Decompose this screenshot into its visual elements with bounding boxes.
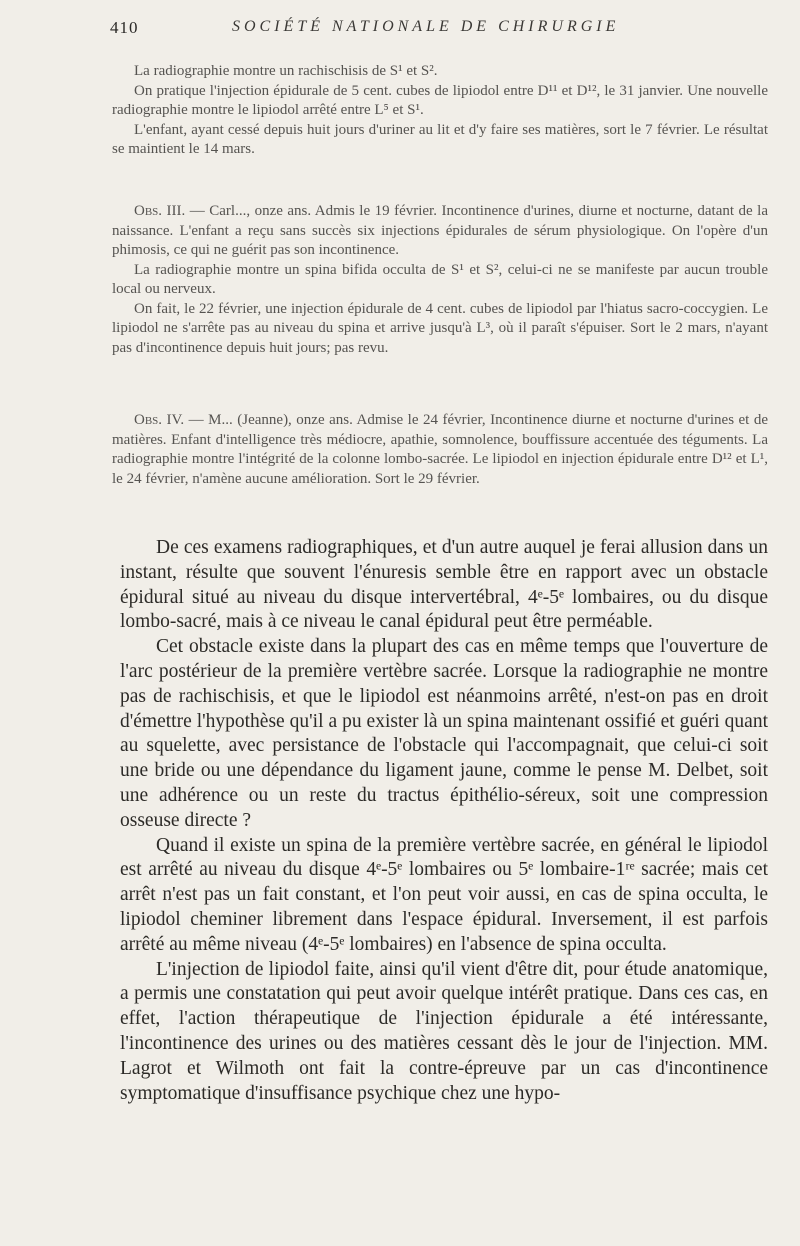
observation-paragraph xyxy=(112,202,768,261)
observation-text: — M... (Jeanne), onze ans. Admise le 24 février, Incontinence diurne et nocturne d'urines et de matières. Enfant d'intelligence très médiocre, apathie, somnolence, bouffissure accentuée des téguments. La radiographie montre l'intégrité de la colonne lombo-sacrée. Le lipiodol en injection épidurale entre D¹² et L¹, le 24 février, n'amène aucune amélioration. Sort le 29 février. xyxy=(112,412,769,487)
observation-label: Obs. III. xyxy=(134,203,186,219)
paragraph: De ces examens radiographiques, et d'un autre auquel je ferai allusion dans un instant, résulte que souvent l'énuresis semble être en rapport avec un obstacle épidural situé au niveau du disque intervertébral, 4ᵉ-5ᵉ lombaires, ou du disque lombo-sacré, mais à ce niveau le canal épidural peut être perméable. xyxy=(120,537,768,633)
observation-3 xyxy=(112,202,768,358)
main-text xyxy=(120,536,768,1106)
paragraph: On fait, le 22 février, une injection épidurale de 4 cent. cubes de lipiodol par l'hiatus sacro-coccygien. Le lipiodol ne s'arrête pas au niveau du spina et arrive jusqu'à L³, où il paraît s'épuiser. Sort le 2 mars, n'ayant pas d'incontinence depuis huit jours; pas revu. xyxy=(112,300,768,356)
page-number: 410 xyxy=(110,18,139,37)
paragraph: On pratique l'injection épidurale de 5 cent. cubes de lipiodol entre D¹¹ et D¹², le 31 janvier. Une nouvelle radiographie montre le lipiodol arrêté entre L⁵ et S¹. xyxy=(112,82,768,118)
paragraph: Quand il existe un spina de la première vertèbre sacrée, en général le lipiodol est arrêté au niveau du disque 4ᵉ-5ᵉ lombaires ou 5ᵉ lombaire-1ʳᵉ sacrée; mais cet arrêt n'est pas un fait constant, et l'on peut voir aussi, en cas de spina occulta, le lipiodol cheminer librement dans l'espace épidural. Inversement, il est parfois arrêté au même niveau (4ᵉ-5ᵉ lombaires) en l'absence de spina occulta. xyxy=(120,834,768,955)
observation-label: Obs. IV. xyxy=(134,412,185,428)
observation-paragraph xyxy=(112,411,768,489)
paragraph: Cet obstacle existe dans la plupart des cas en même temps que l'ouverture de l'arc postérieur de la première vertèbre sacrée. Lorsque la radiographie ne montre pas de rachischisis, et que le lipiodol est néanmoins arrêté, n'est-on pas en droit d'émettre l'hypothèse qu'il a pu exister là un spina maintenant ossifié et guéri quant au squelette, avec persistance de l'obstacle qui l'accompagnait, que celui-ci soit une bride ou une dépendance du ligament jaune, comme le pense M. Delbet, soit une adhérence ou un reste du tractus épithélio-séreux, soit une compression osseuse directe ? xyxy=(120,636,768,831)
case-block-continued xyxy=(112,62,768,160)
observation-4 xyxy=(112,411,768,489)
paragraph: L'enfant, ayant cessé depuis huit jours d'uriner au lit et d'y faire ses matières, sort le 7 février. Le résultat se maintient le 14 mars. xyxy=(112,121,768,157)
paragraph: L'injection de lipiodol faite, ainsi qu'il vient d'être dit, pour étude anatomique, a permis une constatation qui peut avoir quelque intérêt pratique. Dans ces cas, en effet, l'action thérapeutique de l'injection épidurale a été intéressante, l'incontinence des urines ou des matières cessant dès le jour de l'injection. MM. Lagrot et Wilmoth ont fait la contre-épreuve par un cas d'incontinence symptomatique d'insuffisance psychique chez une hypo- xyxy=(120,958,768,1104)
observation-text: — Carl..., onze ans. Admis le 19 février. Incontinence d'urines, diurne et nocturne, datant de la naissance. L'enfant a reçu sans succès six injections épidurales de sérum physiologique. On l'opère d'un phimosis, ce qui ne guérit pas son incontinence. xyxy=(112,203,768,258)
page-header xyxy=(110,18,770,46)
paragraph: La radiographie montre un rachischisis de S¹ et S². xyxy=(134,63,438,79)
paragraph: La radiographie montre un spina bifida occulta de S¹ et S², celui-ci ne se manifeste par aucun trouble local ou nerveux. xyxy=(112,261,768,297)
running-title: SOCIÉTÉ NATIONALE DE CHIRURGIE xyxy=(232,18,620,35)
